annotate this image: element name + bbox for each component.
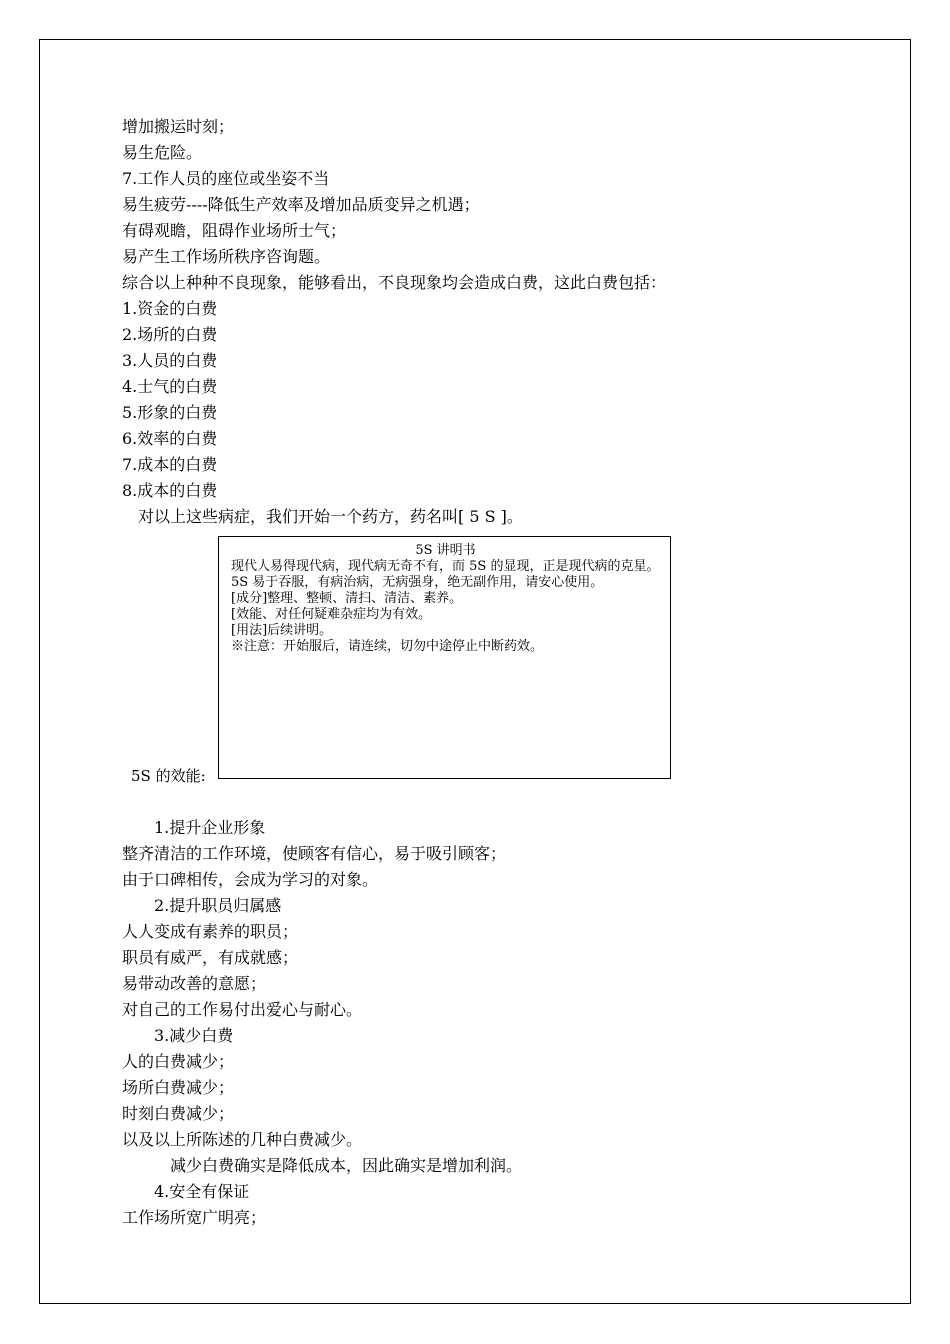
section-heading: 2.提升职员归属感 <box>122 896 282 915</box>
list-item: 3.人员的白费 <box>122 351 218 370</box>
section-caption: 5S 的效能: <box>131 767 206 785</box>
text-line: 工作场所宽广明亮； <box>122 1208 267 1227</box>
text-line: 增加搬运时刻； <box>122 117 235 136</box>
instruction-box-title: 5S 讲明书 <box>415 543 476 558</box>
list-item: 5.形象的白费 <box>122 403 218 422</box>
list-item: 2.场所的白费 <box>122 325 218 344</box>
text-line: 以及以上所陈述的几种白费减少。 <box>122 1130 363 1149</box>
instruction-line: [效能、对任何疑难杂症均为有效。 <box>231 607 432 622</box>
text-line: 对以上这些病症，我们开始一个药方，药名叫[ 5 S ]。 <box>122 507 523 526</box>
list-item: 1.资金的白费 <box>122 299 218 318</box>
list-item: 6.效率的白费 <box>122 429 218 448</box>
text-line: 7.工作人员的座位或坐姿不当 <box>122 169 330 188</box>
text-line: 综合以上种种不良现象，能够看出，不良现象均会造成白费，这此白费包括： <box>122 273 667 292</box>
instruction-line: 5S 易于吞服，有病治病，无病强身，绝无副作用，请安心使用。 <box>231 575 604 590</box>
text-line: 有碍观瞻，阻碍作业场所士气； <box>122 221 347 240</box>
text-line: 场所白费减少； <box>122 1078 235 1097</box>
text-line: 易带动改善的意愿； <box>122 974 267 993</box>
text-line: 易产生工作场所秩序咨询题。 <box>122 247 331 266</box>
section-heading: 3.减少白费 <box>122 1026 234 1045</box>
list-item: 4.士气的白费 <box>122 377 218 396</box>
text-line: 时刻白费减少； <box>122 1104 235 1123</box>
text-line: 易生疲劳----降低生产效率及增加品质变异之机遇； <box>122 195 480 214</box>
instruction-box <box>218 536 671 779</box>
section-heading: 4.安全有保证 <box>122 1182 250 1201</box>
text-line: 减少白费确实是降低成本，因此确实是增加利润。 <box>122 1156 523 1175</box>
instruction-line: [成分]整理、整顿、清扫、清洁、素养。 <box>231 591 463 606</box>
section-heading: 1.提升企业形象 <box>122 818 266 837</box>
text-line: 人人变成有素养的职员； <box>122 922 299 941</box>
list-item: 8.成本的白费 <box>122 481 218 500</box>
list-item: 7.成本的白费 <box>122 455 218 474</box>
text-line: 人的白费减少； <box>122 1052 235 1071</box>
text-line: 易生危险。 <box>122 143 203 162</box>
text-line: 职员有威严，有成就感； <box>122 948 299 967</box>
instruction-line: 现代人易得现代病，现代病无奇不有，而 5S 的显现，正是现代病的克星。 <box>231 559 660 574</box>
instruction-line: ※注意：开始服后，请连续，切勿中途停止中断药效。 <box>231 639 544 654</box>
text-line: 由于口碑相传，会成为学习的对象。 <box>122 870 379 889</box>
instruction-line: [用法]后续讲明。 <box>231 623 333 638</box>
text-line: 整齐清洁的工作环境，使顾客有信心，易于吸引顾客； <box>122 844 507 863</box>
text-line: 对自己的工作易付出爱心与耐心。 <box>122 1000 363 1019</box>
